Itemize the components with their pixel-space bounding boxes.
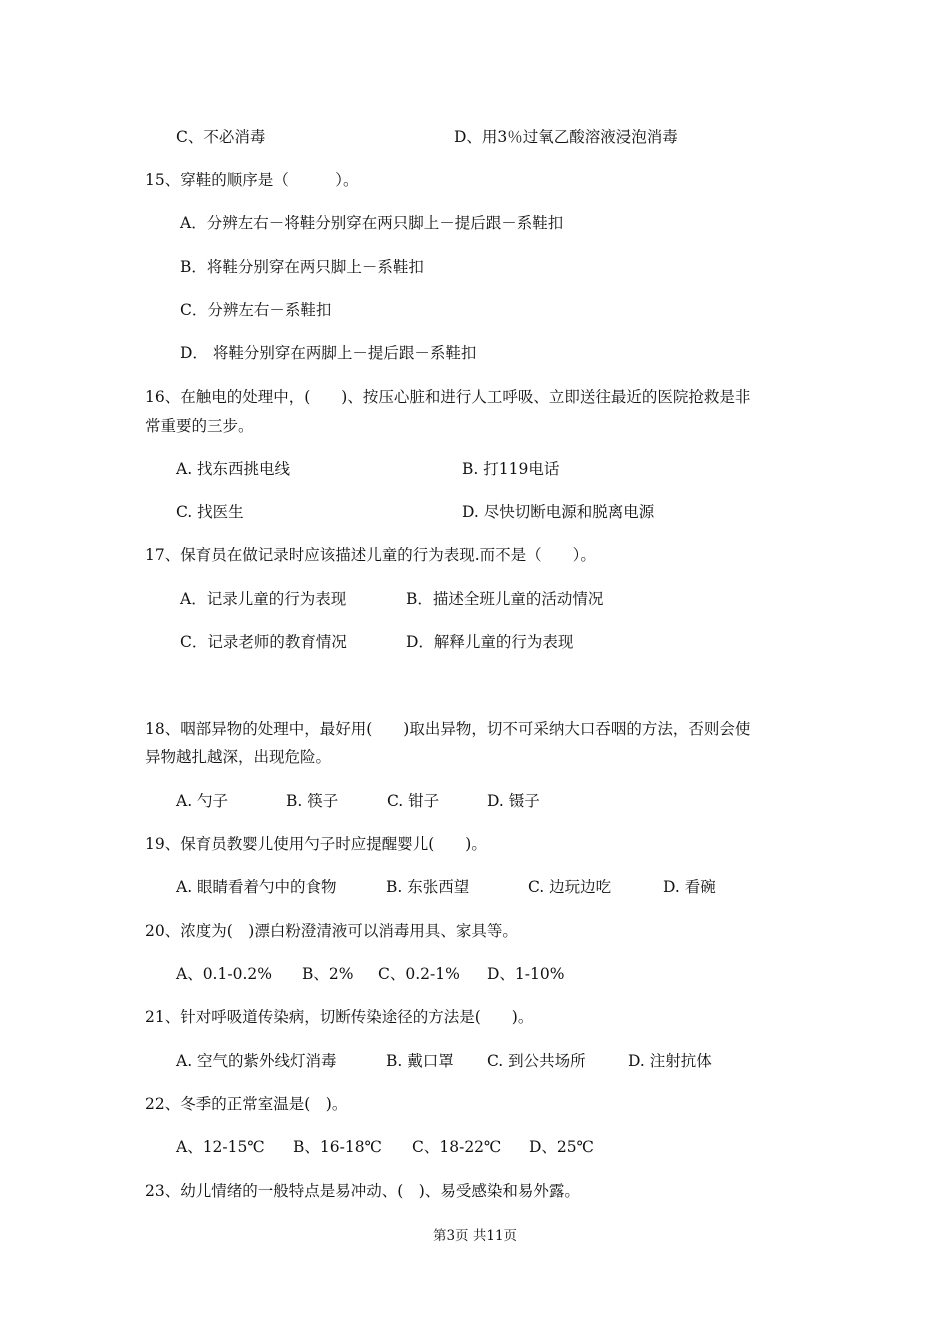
text-line: A. 空气的紫外线灯消毒 [176,1052,337,1070]
text-line: D. 镊子 [487,792,540,810]
page-footer: 第3页 共11页 [432,1228,518,1244]
text-line: D、25℃ [529,1138,594,1156]
text-line: B. 戴口罩 [386,1052,454,1070]
text-line: C、18-22℃ [412,1138,502,1156]
text-line: 19、保育员教婴儿使用勺子时应提醒婴儿( )。 [145,835,487,853]
text-line: 23、幼儿情绪的一般特点是易冲动、( )、易受感染和易外露。 [145,1182,580,1200]
text-line: A. 勺子 [176,792,229,810]
text-line: C. 到公共场所 [487,1052,586,1070]
text-line: 15、穿鞋的顺序是（ ）。 [145,171,359,189]
text-line: A. 找东西挑电线 [176,460,291,478]
text-line: B. 筷子 [286,792,339,810]
text-line: C、0.2-1% [378,965,460,983]
text-line: D. 尽快切断电源和脱离电源 [462,503,655,521]
text-line: C．记录老师的教育情况 [180,633,347,651]
text-line: D．解释儿童的行为表现 [406,633,574,651]
text-line: 常重要的三步。 [145,417,254,435]
text-line: A．分辨左右－将鞋分别穿在两只脚上－提后跟－系鞋扣 [180,214,564,232]
text-line: 16、在触电的处理中，( )、按压心脏和进行人工呼吸、立即送往最近的医院抢救是非 [145,388,751,406]
text-line: D、1-10% [487,965,565,983]
text-line: A. 眼睛看着勺中的食物 [176,878,337,896]
text-line: D. 注射抗体 [628,1052,712,1070]
text-line: D. 看碗 [663,878,716,896]
text-line: 20、浓度为( )漂白粉澄清液可以消毒用具、家具等。 [145,922,518,940]
text-line: A、12-15℃ [176,1138,265,1156]
text-line: B．将鞋分别穿在两只脚上－系鞋扣 [180,258,424,276]
text-line: B. 东张西望 [386,878,470,896]
text-line: 22、冬季的正常室温是( )。 [145,1095,348,1113]
text-line: D、用3％过氧乙酸溶液浸泡消毒 [454,128,678,146]
text-line: B、16-18℃ [293,1138,382,1156]
text-line: C. 找医生 [176,503,244,521]
text-line: B．描述全班儿童的活动情况 [406,590,604,608]
text-line: 18、咽部异物的处理中，最好用( )取出异物，切不可采纳大口吞咽的方法，否则会使 [145,720,751,738]
text-line: B、2% [302,965,354,983]
text-line: 异物越扎越深，出现危险。 [145,748,332,766]
text-line: B. 打119电话 [462,460,560,478]
text-line: C、不必消毒 [176,128,266,146]
text-line: D． 将鞋分别穿在两脚上－提后跟－系鞋扣 [180,344,477,362]
text-line: A．记录儿童的行为表现 [180,590,347,608]
text-line: A、0.1-0.2% [176,965,272,983]
text-line: 21、针对呼吸道传染病，切断传染途径的方法是( )。 [145,1008,534,1026]
text-line: C. 边玩边吃 [528,878,612,896]
text-line: C．分辨左右－系鞋扣 [180,301,332,319]
text-line: 17、保育员在做记录时应该描述儿童的行为表现.而不是（ ）。 [145,546,596,564]
text-line: C. 钳子 [387,792,440,810]
